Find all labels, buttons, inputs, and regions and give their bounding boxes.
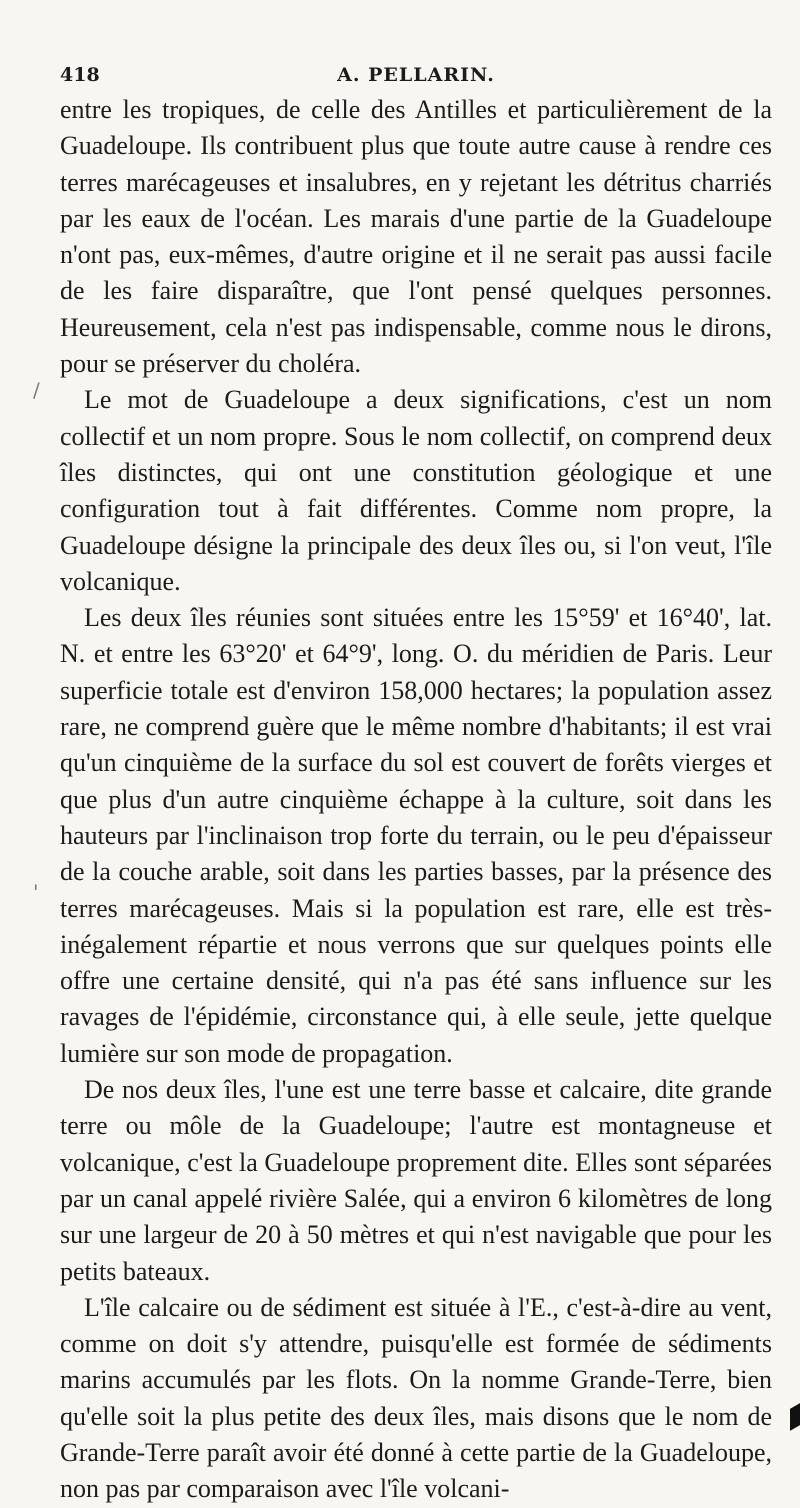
book-page [60,58,772,1508]
paragraph: L'île calcaire ou de sédiment est située à l'E., c'est-à-dire au vent, comme on doit s'y attendre, puisqu'elle est formée de sédiments marins accumulés par les flots. On la nomme Grande-Terre, bien qu'elle soit la plus petite des deux îles, mais disons que le nom de Grande-Terre paraît avoir été donné à cette partie de la Guadeloupe, non pas par comparaison avec l'île volcani- [60,1292,772,1504]
running-title: A. PELLARIN. [337,64,495,86]
paragraph: entre les tropiques, de celle des Antilles et particulièrement de la Guadeloupe. Ils contribuent plus que toute autre cause à rendre ces terres marécageuses et insalubres, en y rejetant les détritus charriés par les eaux de l'océan. Les marais d'une partie de la Guadeloupe n'ont pas, eux-mêmes, d'autre origine et il ne serait pas aussi facile de les faire disparaître, que l'ont pensé quelques personnes. Heureusement, cela n'est pas indispensable, comme nous le dirons, pour se préserver du choléra. [60,95,772,379]
page-body [60,92,772,1508]
paragraph: Les deux îles réunies sont situées entre les 15°59' et 16°40', lat. N. et entre les 63°20' et 64°9', long. O. du méridien de Paris. Leur superficie totale est d'environ 158,000 hectares; la population assez rare, ne comprend guère que le même nombre d'habitants; il est vrai qu'un cinquième de la surface du sol est couvert de forêts vierges et que plus d'un autre cinquième échappe à la culture, soit dans les hauteurs par l'inclinaison trop forte du terrain, ou le peu d'épaisseur de la couche arable, soit dans les parties basses, par la présence des terres marécageuses. Mais si la population est rare, elle est très-inégalement répartie et nous verrons que sur quelques points elle offre une certaine densité, qui n'a pas été sans influence sur les ravages de l'épidémie, circonstance qui, à elle seule, jette quelque lumière sur son mode de propagation. [60,603,772,1068]
margin-tick-mark: / [33,378,40,402]
paragraph: De nos deux îles, l'une est une terre basse et calcaire, dite grande terre ou môle de la Guadeloupe; l'autre est montagneuse et volcanique, c'est la Guadeloupe proprement dite. Elles sont séparées par un canal appelé rivière Salée, qui a environ 6 kilomètres de long sur une largeur de 20 à 50 mètres et qui n'est navigable que pour les petits bateaux. [60,1075,772,1286]
margin-tick-mark: ' [33,880,39,904]
running-header [60,58,772,92]
scan-edge-mark [790,1403,800,1431]
page-number: 418 [60,64,100,86]
paragraph: Le mot de Guadeloupe a deux significations, c'est un nom collectif et un nom propre. Sous le nom collectif, on comprend deux îles distinctes, qui ont une constitution géologique et une configuration tout à fait différentes. Comme nom propre, la Guadeloupe désigne la principale des deux îles ou, si l'on veut, l'île volcanique. [60,385,772,596]
